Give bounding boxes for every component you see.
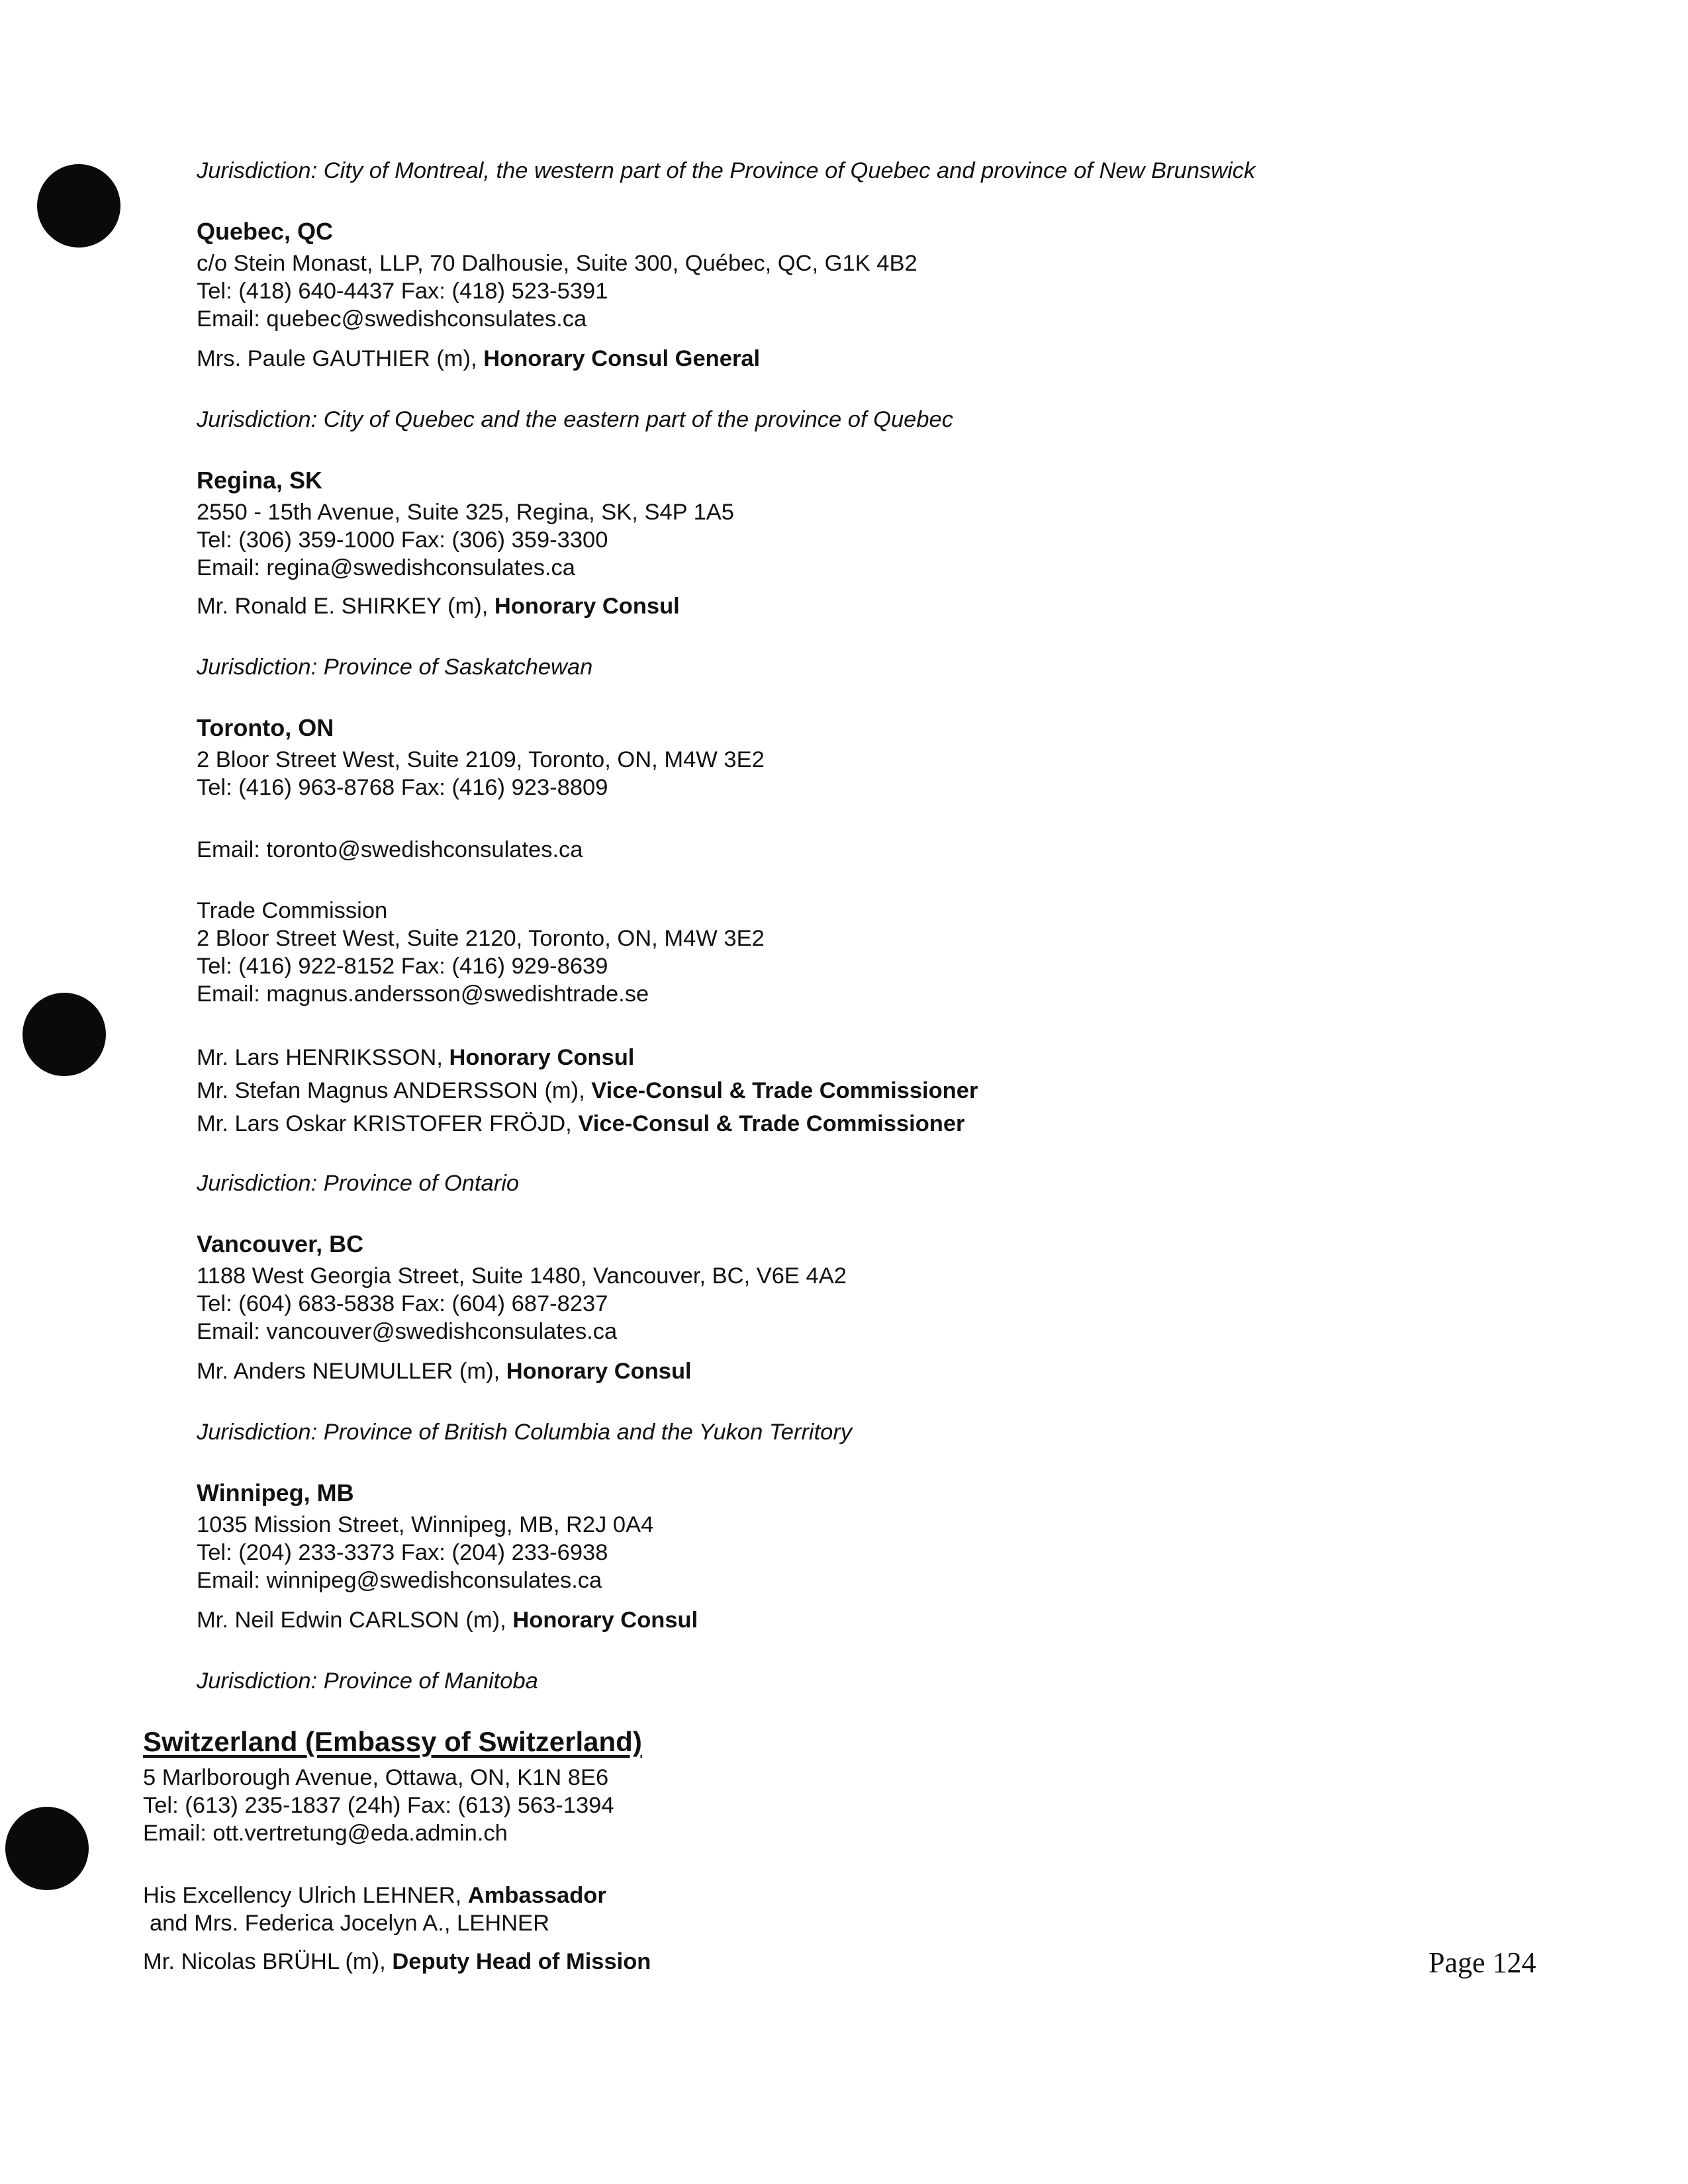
jurisdiction-toronto: Jurisdiction: Province of Ontario (197, 1171, 520, 1196)
punch-hole (5, 1807, 89, 1890)
official-name: Mrs. Paule GAUTHIER (m), (197, 346, 484, 371)
jurisdiction-regina: Jurisdiction: Province of Saskatchewan (197, 655, 593, 680)
trade-commission-email: Email: magnus.andersson@swedishtrade.se (197, 981, 649, 1007)
city-heading-quebec: Quebec, QC (197, 218, 334, 245)
city-heading-regina: Regina, SK (197, 467, 323, 494)
page-number: Page 124 (1429, 1946, 1536, 1979)
country-heading-switzerland: Switzerland (Embassy of Switzerland) (143, 1726, 642, 1757)
address-regina: 2550 - 15th Avenue, Suite 325, Regina, SK, S4P 1A5 (197, 500, 734, 525)
official-title: Deputy Head of Mission (392, 1949, 651, 1974)
official-title: Honorary Consul (512, 1608, 698, 1633)
city-heading-toronto: Toronto, ON (197, 714, 334, 741)
trade-commission-label: Trade Commission (197, 898, 388, 923)
ambassador-spouse: and Mrs. Federica Jocelyn A., LEHNER (150, 1911, 549, 1936)
trade-commission-tel: Tel: (416) 922-8152 Fax: (416) 929-8639 (197, 954, 608, 979)
email-regina: Email: regina@swedishconsulates.ca (197, 555, 575, 580)
city-heading-vancouver: Vancouver, BC (197, 1230, 364, 1257)
official-title: Honorary Consul (494, 594, 680, 619)
official-title: Honorary Consul (506, 1359, 692, 1384)
address-toronto: 2 Bloor Street West, Suite 2109, Toronto, ON, M4W 3E2 (197, 747, 765, 772)
address-switzerland: 5 Marlborough Avenue, Ottawa, ON, K1N 8E6 (143, 1765, 609, 1790)
official-winnipeg (197, 1607, 698, 1633)
email-switzerland: Email: ott.vertretung@eda.admin.ch (143, 1821, 508, 1846)
tel-winnipeg: Tel: (204) 233-3373 Fax: (204) 233-6938 (197, 1540, 608, 1565)
official-name: Mr. Stefan Magnus ANDERSSON (m), (197, 1078, 592, 1103)
tel-quebec: Tel: (418) 640-4437 Fax: (418) 523-5391 (197, 279, 608, 304)
tel-regina: Tel: (306) 359-1000 Fax: (306) 359-3300 (197, 527, 608, 553)
tel-vancouver: Tel: (604) 683-5838 Fax: (604) 687-8237 (197, 1291, 608, 1316)
email-toronto: Email: toronto@swedishconsulates.ca (197, 837, 583, 862)
official-name: Mr. Lars HENRIKSSON, (197, 1045, 449, 1070)
official-name: Mr. Neil Edwin CARLSON (m), (197, 1608, 513, 1633)
address-quebec: c/o Stein Monast, LLP, 70 Dalhousie, Suite 300, Québec, QC, G1K 4B2 (197, 251, 917, 276)
tel-switzerland: Tel: (613) 235-1837 (24h) Fax: (613) 563-1394 (143, 1793, 614, 1818)
punch-hole (37, 164, 120, 248)
official-name: Mr. Nicolas BRÜHL (m), (143, 1949, 393, 1974)
official-toronto-3 (197, 1111, 964, 1137)
deputy-switzerland (143, 1948, 651, 1975)
jurisdiction-montreal: Jurisdiction: City of Montreal, the western part of the Province of Quebec and province of New Brunswick (197, 158, 1256, 183)
address-winnipeg: 1035 Mission Street, Winnipeg, MB, R2J 0A4 (197, 1512, 654, 1537)
trade-commission-address: 2 Bloor Street West, Suite 2120, Toronto, ON, M4W 3E2 (197, 926, 765, 951)
ambassador-switzerland (143, 1882, 606, 1909)
jurisdiction-winnipeg: Jurisdiction: Province of Manitoba (197, 1668, 538, 1694)
official-toronto-1 (197, 1044, 634, 1071)
jurisdiction-quebec: Jurisdiction: City of Quebec and the eastern part of the province of Quebec (197, 407, 953, 432)
tel-toronto: Tel: (416) 963-8768 Fax: (416) 923-8809 (197, 775, 608, 800)
official-name: Mr. Anders NEUMULLER (m), (197, 1359, 506, 1384)
email-quebec: Email: quebec@swedishconsulates.ca (197, 306, 587, 332)
official-regina (197, 593, 680, 619)
official-title: Vice-Consul & Trade Commissioner (591, 1078, 978, 1103)
email-vancouver: Email: vancouver@swedishconsulates.ca (197, 1319, 618, 1344)
official-title: Honorary Consul (449, 1045, 635, 1070)
official-title: Vice-Consul & Trade Commissioner (578, 1111, 965, 1136)
official-name: Mr. Ronald E. SHIRKEY (m), (197, 594, 494, 619)
punch-hole (23, 993, 106, 1076)
official-title: Honorary Consul General (483, 346, 761, 371)
city-heading-winnipeg: Winnipeg, MB (197, 1479, 354, 1506)
official-title: Ambassador (467, 1883, 606, 1908)
official-toronto-2 (197, 1077, 978, 1104)
jurisdiction-vancouver: Jurisdiction: Province of British Columbia and the Yukon Territory (197, 1420, 853, 1445)
official-name: Mr. Lars Oskar KRISTOFER FRÖJD, (197, 1111, 579, 1136)
email-winnipeg: Email: winnipeg@swedishconsulates.ca (197, 1568, 602, 1593)
official-quebec (197, 345, 760, 372)
official-name: His Excellency Ulrich LEHNER, (143, 1883, 468, 1908)
official-vancouver (197, 1358, 692, 1385)
address-vancouver: 1188 West Georgia Street, Suite 1480, Vancouver, BC, V6E 4A2 (197, 1263, 847, 1289)
